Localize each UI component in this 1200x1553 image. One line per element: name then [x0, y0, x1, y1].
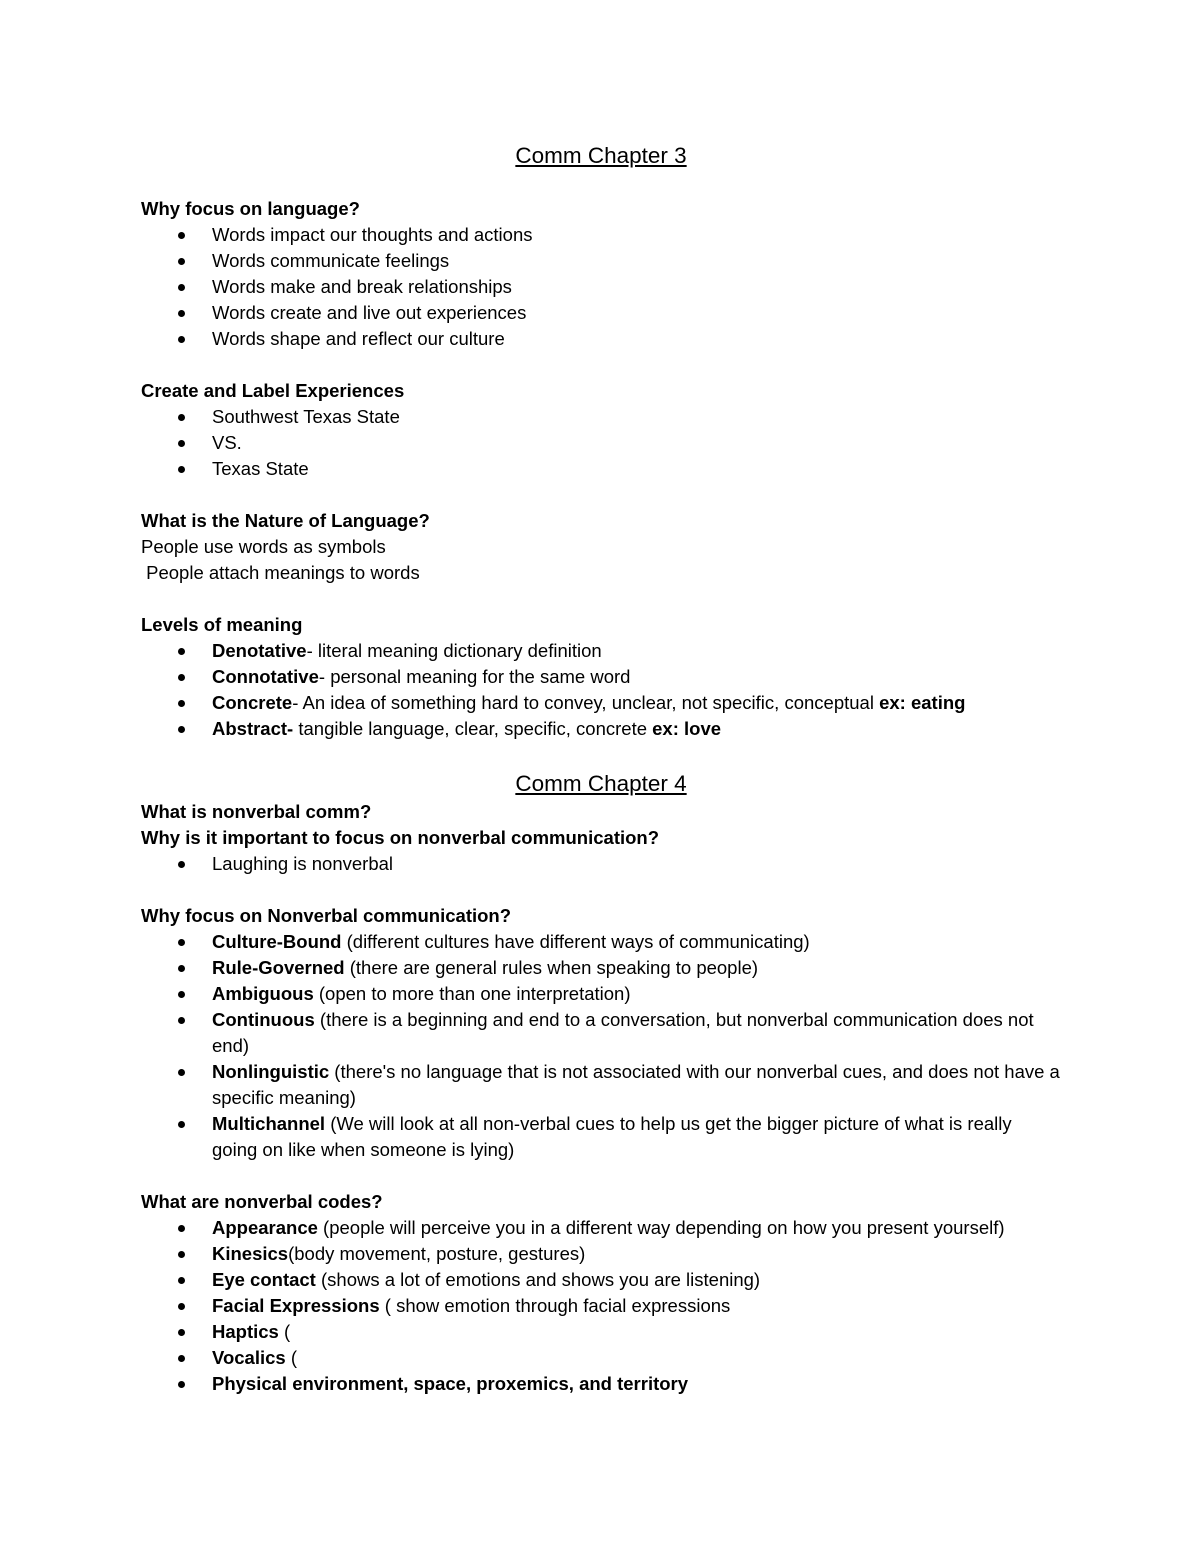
definition: - An idea of something hard to convey, unclear, not specific, conceptual	[292, 692, 880, 713]
term: Eye contact	[212, 1269, 316, 1290]
definition: (people will perceive you in a different way depending on how you present yourself)	[317, 1217, 1005, 1238]
list-item	[141, 326, 1061, 352]
spacer	[141, 586, 1061, 612]
list-item	[141, 638, 1061, 664]
codes-heading: What are nonverbal codes?	[141, 1191, 383, 1212]
bullet-icon	[178, 1017, 185, 1024]
nature-line: People use words as symbols	[141, 536, 386, 557]
list-item	[141, 430, 1061, 456]
example: ex: love	[652, 718, 722, 739]
list-item-text: Words make and break relationships	[212, 276, 512, 297]
term: Concrete	[212, 692, 293, 713]
term: Physical environment, space, proxemics, and territory	[212, 1373, 689, 1394]
bullet-icon	[178, 700, 185, 707]
bullet-icon	[178, 1381, 185, 1388]
bullet-icon	[178, 939, 185, 946]
list-item	[141, 1267, 1061, 1293]
list-item	[141, 1007, 1061, 1059]
bullet-icon	[178, 1277, 185, 1284]
list-item-text: Words shape and reflect our culture	[212, 328, 505, 349]
chapter3-title: Comm Chapter 3	[515, 143, 687, 168]
list-item-text: VS.	[212, 432, 242, 453]
bullet-icon	[178, 1303, 185, 1310]
list-item	[141, 1059, 1061, 1111]
definition: (there is a beginning and end to a conversation, but nonverbal communication does not end)	[212, 1009, 1034, 1056]
definition: (there's no language that is not associated with our nonverbal cues, and does not have a specific meaning)	[212, 1061, 1060, 1108]
list-item	[141, 404, 1061, 430]
list-item	[141, 1241, 1061, 1267]
list-item	[141, 1345, 1061, 1371]
chapter4-title: Comm Chapter 4	[515, 771, 687, 796]
bullet-icon	[178, 648, 185, 655]
list-item	[141, 456, 1061, 482]
term: Haptics	[212, 1321, 279, 1342]
spacer	[141, 482, 1061, 508]
spacer	[141, 877, 1061, 903]
levels-heading: Levels of meaning	[141, 614, 303, 635]
bullet-icon	[178, 310, 185, 317]
list-item	[141, 955, 1061, 981]
nature-line: People attach meanings to words	[141, 562, 420, 583]
codes-list	[141, 1215, 1061, 1397]
bullet-icon	[178, 336, 185, 343]
list-item-text: Words create and live out experiences	[212, 302, 527, 323]
document-content	[141, 141, 1061, 1397]
list-item	[141, 1371, 1061, 1397]
definition: (	[278, 1321, 291, 1342]
bullet-icon	[178, 1069, 185, 1076]
create-label-list	[141, 404, 1061, 482]
list-item	[141, 1319, 1061, 1345]
list-item	[141, 1293, 1061, 1319]
definition: tangible language, clear, specific, concrete	[293, 718, 653, 739]
bullet-icon	[178, 1251, 185, 1258]
term: Denotative	[212, 640, 307, 661]
levels-list	[141, 638, 1061, 742]
why-focus-nonverbal-list	[141, 929, 1061, 1163]
list-item	[141, 929, 1061, 955]
spacer	[141, 352, 1061, 378]
bullet-icon	[178, 284, 185, 291]
list-item	[141, 248, 1061, 274]
term: Ambiguous	[212, 983, 314, 1004]
bullet-icon	[178, 414, 185, 421]
definition: (shows a lot of emotions and shows you are listening)	[315, 1269, 761, 1290]
bullet-icon	[178, 440, 185, 447]
list-item	[141, 981, 1061, 1007]
term: Facial Expressions	[212, 1295, 380, 1316]
term: Connotative	[212, 666, 319, 687]
bullet-icon	[178, 466, 185, 473]
definition: (different cultures have different ways of communicating)	[341, 931, 810, 952]
definition: (We will look at all non-verbal cues to help us get the bigger picture of what is really going on like when someone is lying)	[212, 1113, 1012, 1160]
term: Multichannel	[212, 1113, 326, 1134]
nonverbal-question-1: What is nonverbal comm?	[141, 801, 372, 822]
definition: ( show emotion through facial expressions	[379, 1295, 731, 1316]
list-item-text: Texas State	[212, 458, 309, 479]
list-item	[141, 716, 1061, 742]
importance-list	[141, 851, 1061, 877]
why-focus-language-list	[141, 222, 1061, 352]
bullet-icon	[178, 232, 185, 239]
list-item	[141, 664, 1061, 690]
list-item	[141, 851, 1061, 877]
bullet-icon	[178, 726, 185, 733]
definition: (open to more than one interpretation)	[313, 983, 631, 1004]
list-item	[141, 222, 1061, 248]
list-item	[141, 690, 1061, 716]
term: Nonlinguistic	[212, 1061, 330, 1082]
definition: (there are general rules when speaking to people)	[344, 957, 759, 978]
bullet-icon	[178, 965, 185, 972]
nonverbal-question-2: Why is it important to focus on nonverbal communication?	[141, 827, 660, 848]
list-item	[141, 1215, 1061, 1241]
term: Appearance	[212, 1217, 318, 1238]
definition: - literal meaning dictionary definition	[306, 640, 602, 661]
definition: - personal meaning for the same word	[318, 666, 631, 687]
term: Vocalics	[212, 1347, 286, 1368]
term: Continuous	[212, 1009, 315, 1030]
spacer	[141, 1163, 1061, 1189]
bullet-icon	[178, 1121, 185, 1128]
nature-heading: What is the Nature of Language?	[141, 510, 430, 531]
list-item-text: Words communicate feelings	[212, 250, 450, 271]
bullet-icon	[178, 1329, 185, 1336]
list-item-text: Words impact our thoughts and actions	[212, 224, 533, 245]
definition: (body movement, posture, gestures)	[288, 1243, 586, 1264]
definition: (	[285, 1347, 298, 1368]
why-focus-language-heading: Why focus on language?	[141, 198, 360, 219]
list-item	[141, 1111, 1061, 1163]
example: ex: eating	[879, 692, 966, 713]
bullet-icon	[178, 991, 185, 998]
list-item-text: Southwest Texas State	[212, 406, 400, 427]
term: Abstract-	[212, 718, 294, 739]
list-item	[141, 274, 1061, 300]
create-label-heading: Create and Label Experiences	[141, 380, 405, 401]
bullet-icon	[178, 1355, 185, 1362]
term: Culture-Bound	[212, 931, 342, 952]
why-focus-nonverbal-heading: Why focus on Nonverbal communication?	[141, 905, 512, 926]
bullet-icon	[178, 258, 185, 265]
term: Kinesics	[212, 1243, 289, 1264]
list-item-text: Laughing is nonverbal	[212, 853, 394, 874]
bullet-icon	[178, 674, 185, 681]
bullet-icon	[178, 1225, 185, 1232]
list-item	[141, 300, 1061, 326]
term: Rule-Governed	[212, 957, 345, 978]
bullet-icon	[178, 861, 185, 868]
